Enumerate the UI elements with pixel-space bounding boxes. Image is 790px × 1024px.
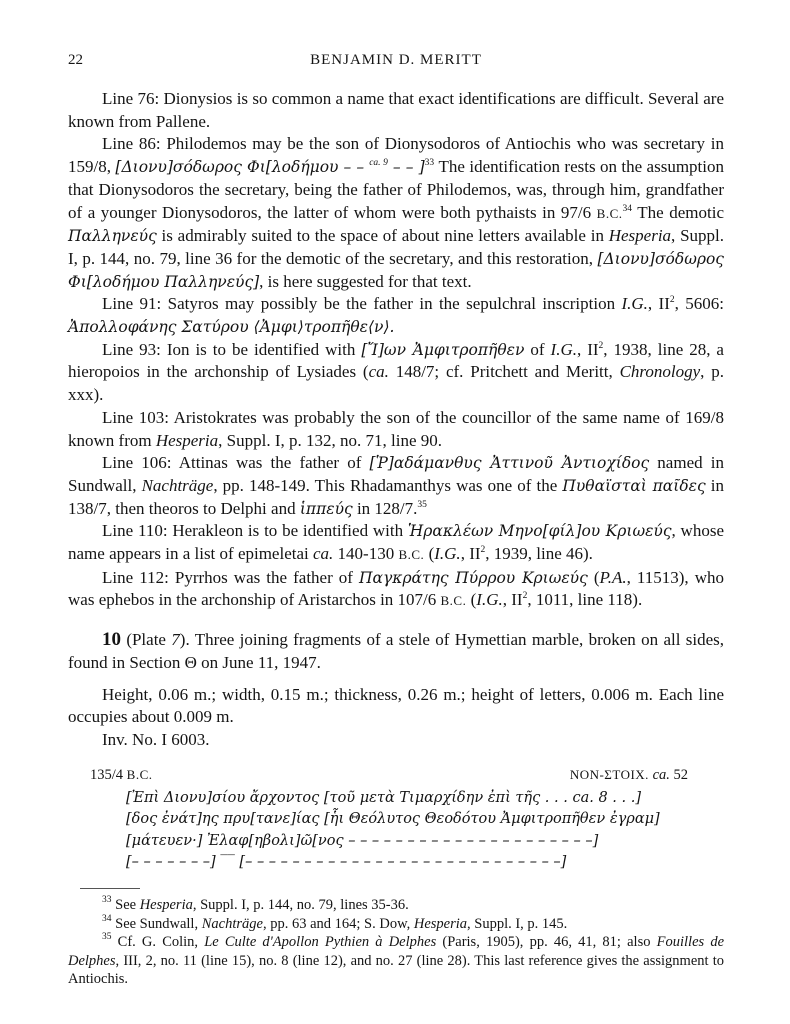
note-line-106: Line 106: Attinas was the father of [Ῥ]αδάμανθυς Ἀττινοῦ Ἀντιοχίδος named in Sundwall, Nachträge, pp. 148-149. This Rhadamanthys was one of the Πυθαϊσταὶ παῖδες in 138/7, then theoros to Delphi and ἱππεύς in 128/7.35 [68, 453, 724, 518]
footnote-ref: 34 [622, 203, 633, 214]
greek-text: ἱππεύς [299, 499, 353, 518]
note-label: Line 91: [102, 294, 168, 314]
main-text [68, 88, 724, 874]
greek-text: [Διονυ]σόδωρος Φι[λοδήμου Παλληνεύς] [68, 249, 724, 291]
footnote-33: $^{33}$ See Hesperia, Suppl. I, p. 144, no. 79, lines 35-36. [102, 895, 409, 913]
greek-text: [Διονυ]σόδωρος Φι[λοδήμου – – [115, 158, 370, 177]
page-number: 22 [68, 52, 83, 68]
footnote-ref: 33 [424, 158, 435, 169]
page-header [68, 52, 724, 74]
note-label: Line 86: [102, 134, 167, 154]
inscription-line: [δος ἐνάτ]ης πρυ[τανε]ίας [ἧι Θεόλυτος Θεοδότου Ἀμφιτροπῆθεν ἐγραμ] [126, 811, 660, 828]
entry-10-description: 10 (Plate 7). Three joining fragments of a stele of Hymettian marble, broken on all sides, found in Section Θ on June 11, 1947. [68, 629, 725, 672]
greek-text: Ἀπολλοφάνης Σατύρου ⟨Ἀμφι⟩τροπῆθε⟨ν⟩. [68, 318, 395, 337]
footnote-34: $^{34}$ See Sundwall, Nachträge, pp. 63 and 164; S. Dow, Hesperia, Suppl. I, p. 145. [102, 913, 568, 932]
note-label: Line 110: [102, 521, 173, 541]
inscription-line: [Ἐπὶ Διονυ]σίου ἄρχοντος [τοῦ μετὰ Τιμαρχίδην ἐπὶ τῆς . . . ca. 8 . . .] [126, 789, 641, 806]
note-line-93: Line 93: Ion is to be identified with [Ἴ]ων Ἀμφιτροπῆθεν of I.G., $II^2$, 1938, line 28, a hieropoios in the archonship of Lysiades (ca. 148/7; cf. Pritchett and Meritt, Chronology, p. xxx). [68, 339, 724, 405]
note-line-103: Line 103: Aristokrates was probably the son of the councillor of the same name of 169/8 known from Hesperia, Suppl. I, p. 132, no. 71, line 90. [68, 407, 724, 450]
greek-text: Ἡρακλέων Μηνο[φίλ]ου Κριωεύς [407, 522, 672, 541]
footnote-ref: 35 [417, 499, 427, 510]
note-line-86: Line 86: Philodemos may be the son of Dionysodoros of Antiochis who was secretary in 159/8, [Διονυ]σόδωρος Φι[λοδήμου – – $^{ca. 9}$ – – ]$^{33}$ The identification rests on the assumption that Dionysodoros the secretary, being the father of Philodemos, was, through him, grandfather of a younger Dionysodoros, the latter of whom were both pythaists in 97/6 B.C.$^{34}$ The demotic Παλληνεύς is admirably suited to the space of about nine letters available in Hesperia, Suppl. I, p. 144, no. 79, line 36 for the demotic of the secretary, and this restoration, [Διονυ]σόδωρος Φι[λοδήμου Παλληνεύς], is here suggested for that text. [68, 134, 724, 291]
inscription-date: 135/4 B.C. [90, 766, 153, 783]
entry-number: 10 [102, 629, 121, 651]
entry-10-dimensions: Height, 0.06 m.; width, 0.15 m.; thickness, 0.26 m.; height of letters, 0.006 m. Each line occupies about 0.009 m. [68, 684, 724, 727]
running-title: BENJAMIN D. MERITT [310, 52, 482, 68]
greek-text: Πυθαϊσταὶ παῖδες [562, 476, 706, 495]
footnotes [68, 896, 724, 989]
note-label: Line 112: [102, 567, 175, 587]
greek-text: Παγκράτης Πύρρου Κριωεύς [359, 568, 588, 587]
note-label: Line 103: [102, 407, 174, 427]
note-line-76: Line 76: Dionysios is so common a name that exact identifications are difficult. Several are known from Pallene. [68, 89, 724, 131]
inscription-line: [– – – – – – –] ‾‾ [– – – – – – – – – – – – – – – – – – – – – – – – – – –] [126, 854, 567, 871]
footnote-35: $^{35}$ Cf. G. Colin, Le Culte d'Apollon Pythien à Delphes (Paris, 1905), pp. 46, 41, 81; also Fouilles de Delphes, III, 2, no. 11 (line 15), no. 8 (line 12), and no. 27 (line 28). This last reference gives the assignment to Antiochis. [68, 932, 725, 987]
inscription-line: [μάτευεν·] Ἐλαφ[ηβολι]ῶ[νος – – – – – – – – – – – – – – – – – – – – –] [126, 832, 599, 849]
greek-text: [Ἴ]ων Ἀμφιτροπῆθεν [361, 340, 525, 359]
inscription-text [126, 788, 724, 874]
entry-10-inventory: Inv. No. I 6003. [102, 729, 210, 749]
note-label: Line 76: [102, 89, 164, 108]
note-line-112: Line 112: Pyrrhos was the father of Παγκράτης Πύρρου Κριωεύς (P.A., 11513), who was ephebos in the archonship of Aristarchos in 107/6 B.C. (I.G., $II^2$, 1011, line 118). [68, 567, 724, 610]
note-label: Line 93: [102, 339, 167, 359]
inscription-header [68, 764, 724, 788]
note-label: Line 106: [102, 453, 179, 473]
greek-text: Παλληνεύς [68, 227, 157, 246]
footnote-divider [80, 888, 140, 889]
stoichedon-note: NON-ΣΤΟΙΧ. ca. 52 [569, 766, 688, 783]
note-line-110: Line 110: Herakleon is to be identified with Ἡρακλέων Μηνο[φίλ]ου Κριωεύς, whose name appears in a list of epimeletai ca. 140-130 B.C. (I.G., $II^2$, 1939, line 46). [68, 521, 724, 564]
note-line-91: Line 91: Satyros may possibly be the father in the sepulchral inscription I.G., $II^2$, 5606: Ἀπολλοφάνης Σατύρου ⟨Ἀμφι⟩τροπῆθε⟨ν⟩. [68, 294, 724, 337]
greek-text: [Ῥ]αδάμανθυς Ἀττινοῦ Ἀντιοχίδος [369, 454, 650, 473]
